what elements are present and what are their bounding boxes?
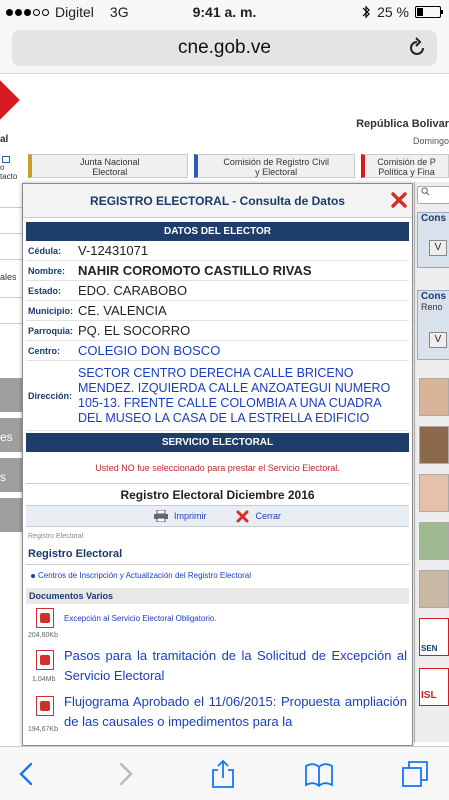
isl-banner[interactable]: ISL xyxy=(419,668,449,706)
direccion-value: SECTOR CENTRO DERECHA CALLE BRICENO MENDEZ. IZQUIERDA CALLE ANZOATEGUI NUMERO 105-13. FRENTE CALLE COLOMBIA A UNA CUADRA DEL MUSEO LA CASA DE LA ESTRELLA EDIFICIO xyxy=(78,365,391,425)
sidebar-item-ales[interactable]: ales xyxy=(0,260,22,298)
id-type-select-1[interactable]: V xyxy=(429,240,447,256)
header-republica: República Bolivar xyxy=(356,118,449,130)
field-nombre: Nombre: NAHIR COROMOTO CASTILLO RIVAS xyxy=(26,261,409,281)
consulta-box-1: Cons xyxy=(417,212,449,268)
status-bar xyxy=(0,0,449,26)
doc-item[interactable] xyxy=(26,604,409,644)
centro-value[interactable]: COLEGIO DON BOSCO xyxy=(78,343,221,358)
doc-link[interactable]: Excepción al Servicio Electoral Obligatorio. xyxy=(64,614,217,623)
bookmarks-icon[interactable] xyxy=(304,759,334,789)
network-type: 3G xyxy=(109,4,129,20)
sidebar-block[interactable] xyxy=(0,498,22,534)
mail-icon xyxy=(2,156,10,163)
banner-image[interactable] xyxy=(419,570,449,608)
cne-logo-icon xyxy=(0,80,20,120)
sen-banner[interactable]: SEN xyxy=(419,618,449,656)
bullet-icon xyxy=(31,574,35,578)
modal-title: REGISTRO ELECTORAL - Consulta de Datos xyxy=(90,194,345,208)
doc-item[interactable] xyxy=(26,644,409,690)
logo-text: al xyxy=(0,134,9,145)
pdf-icon xyxy=(36,650,54,670)
banner-image[interactable] xyxy=(419,378,449,416)
page-heading: Registro Electoral xyxy=(28,548,123,560)
id-type-select-2[interactable]: V xyxy=(429,332,447,348)
status-right xyxy=(361,4,441,20)
doc-link[interactable]: Flujograma Aprobado el 11/06/2015: Propuesta ampliación de las causales o impedimentos para la xyxy=(64,694,407,729)
modal-header xyxy=(23,184,412,218)
sidebar-item[interactable] xyxy=(0,208,22,234)
browser-chrome xyxy=(0,26,449,74)
share-icon[interactable] xyxy=(208,759,238,789)
modal-actions xyxy=(26,506,409,527)
tab-comision-politica[interactable]: Comisión de P Política y Fina xyxy=(361,154,449,178)
site-search-input[interactable] xyxy=(417,186,449,204)
left-sidebar xyxy=(0,182,22,742)
field-estado: Estado: EDO. CARABOBO xyxy=(26,281,409,301)
print-button[interactable]: Imprimir xyxy=(154,510,207,522)
consulta-box-2: Cons Reno xyxy=(417,290,449,360)
url-text[interactable]: cne.gob.ve xyxy=(178,37,271,58)
tabs-icon[interactable] xyxy=(400,759,430,789)
close-x-icon xyxy=(236,510,249,523)
close-button[interactable]: Cerrar xyxy=(236,510,281,523)
contact-link[interactable]: o tacto xyxy=(0,156,20,181)
banner-image[interactable] xyxy=(419,426,449,464)
divider xyxy=(26,564,409,565)
doc-size: 194,67Kb xyxy=(28,726,58,733)
header-date: Domingo xyxy=(412,136,449,146)
tab-junta-nacional[interactable]: Junta Nacional Electoral xyxy=(28,154,188,178)
top-nav-tabs xyxy=(28,154,449,178)
clock: 9:41 a. m. xyxy=(192,4,257,20)
cedula-value: V-12431071 xyxy=(78,243,149,258)
sidebar-block-es[interactable]: es xyxy=(0,418,22,454)
banner-image[interactable] xyxy=(419,474,449,512)
sidebar-item[interactable] xyxy=(0,298,22,324)
battery-icon xyxy=(415,6,441,18)
bluetooth-icon xyxy=(361,5,371,19)
field-direccion: Dirección: SECTOR CENTRO DERECHA CALLE BRICENO MENDEZ. IZQUIERDA CALLE ANZOATEGUI NUMERO 105-13. FRENTE CALLE COLOMBIA A UNA CUADRA DEL MUSEO LA CASA DE LA ESTRELLA EDIFICIO xyxy=(26,361,409,431)
right-sidebar xyxy=(414,182,449,742)
doc-link[interactable]: Pasos para la tramitación de la Solicitud de Excepción al Servicio Electoral xyxy=(64,648,407,683)
nombre-value: NAHIR COROMOTO CASTILLO RIVAS xyxy=(78,263,312,278)
field-centro: Centro: COLEGIO DON BOSCO xyxy=(26,341,409,361)
forward-icon[interactable] xyxy=(110,759,140,789)
estado-value: EDO. CARABOBO xyxy=(78,283,188,298)
search-icon xyxy=(421,187,430,196)
back-icon[interactable] xyxy=(12,759,42,789)
servicio-notice: Usted NO fue seleccionado para prestar el Servicio Electoral. xyxy=(26,452,409,484)
battery-percent: 25 % xyxy=(377,4,409,20)
banner-image[interactable] xyxy=(419,522,449,560)
tab-comision-registro[interactable]: Comisión de Registro Civil y Electoral xyxy=(194,154,354,178)
doc-size: 204,80Kb xyxy=(28,632,58,639)
section-elector-header: DATOS DEL ELECTOR xyxy=(26,222,409,241)
pdf-icon xyxy=(36,608,54,628)
docs-heading: Documentos Varios xyxy=(26,588,409,604)
browser-toolbar xyxy=(0,746,449,800)
field-parroquia: Parroquia: PQ. EL SOCORRO xyxy=(26,321,409,341)
printer-icon xyxy=(154,510,168,522)
sidebar-item[interactable] xyxy=(0,182,22,208)
doc-size: 1,04Mb xyxy=(32,676,56,683)
breadcrumb[interactable]: Registro Electoral xyxy=(28,533,84,540)
field-municipio: Municipio: CE. VALENCIA xyxy=(26,301,409,321)
sidebar-block-s[interactable]: s xyxy=(0,458,22,494)
sidebar-block[interactable] xyxy=(0,378,22,414)
link-centros[interactable]: Centros de Inscripción y Actualización del Registro Electoral xyxy=(31,571,412,580)
address-bar[interactable] xyxy=(12,30,437,66)
sidebar-item[interactable] xyxy=(0,234,22,260)
carrier-name: Digitel xyxy=(55,4,94,20)
pdf-icon xyxy=(36,696,54,716)
section-servicio-header: SERVICIO ELECTORAL xyxy=(26,433,409,452)
municipio-value: CE. VALENCIA xyxy=(78,303,167,318)
doc-item[interactable] xyxy=(26,690,409,736)
consulta-modal xyxy=(22,183,413,746)
field-cedula: Cédula: V-12431071 xyxy=(26,241,409,261)
parroquia-value: PQ. EL SOCORRO xyxy=(78,323,191,338)
registro-title: Registro Electoral Diciembre 2016 xyxy=(26,484,409,506)
close-icon[interactable] xyxy=(391,192,407,208)
reload-icon[interactable] xyxy=(405,36,429,60)
